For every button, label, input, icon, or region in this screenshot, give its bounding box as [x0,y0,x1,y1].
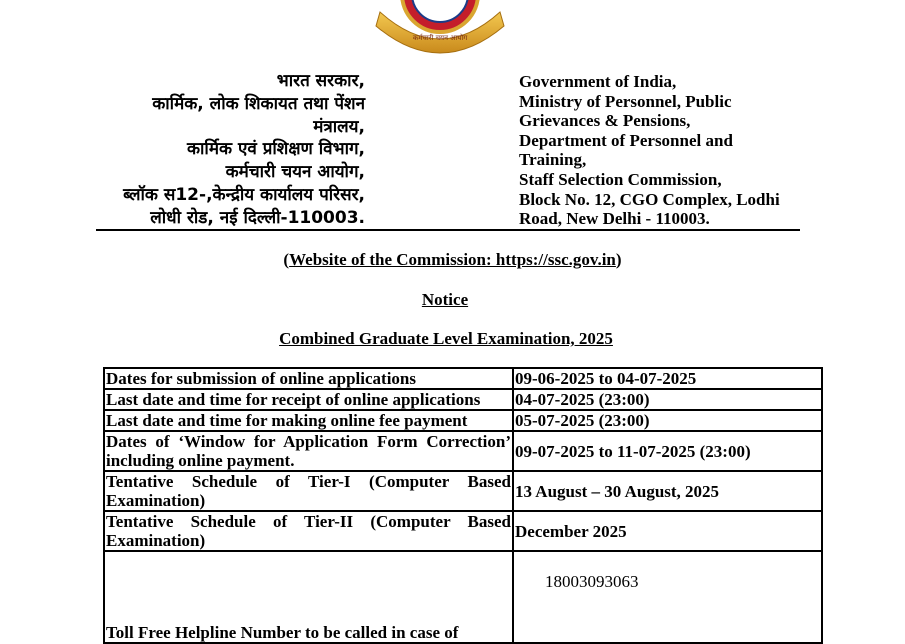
english-line: Block No. 12, CGO Complex, Lodhi [519,189,780,209]
schedule-label: Tentative Schedule of Tier-II (Computer Based Examination) [106,512,511,550]
table-row [104,389,822,410]
english-line: Ministry of Personnel, Public [519,91,732,111]
hindi-line: भारत सरकार, [276,71,365,91]
hindi-line: लोधी रोड, नई दिल्ली-110003. [150,207,365,228]
helpline-label: Toll Free Helpline Number to be called in case of [106,623,459,642]
exam-title: Combined Graduate Level Examination, 2025 [279,329,613,348]
schedule-label: Dates of ‘Window for Application Form Correction’ including online payment. [106,432,511,470]
svg-text:कर्मचारी चयन आयोग: कर्मचारी चयन आयोग [412,34,468,42]
english-address-block [519,72,809,229]
website-close-paren: ) [615,250,622,269]
table-row [104,410,822,431]
hindi-line: ब्लॉक स12-,केन्द्रीय कार्यालय परिसर, [123,184,365,205]
schedule-value: 05-07-2025 (23:00) [513,410,822,431]
website-line [0,250,905,270]
english-line: Training, [519,150,587,170]
table-row [104,368,822,389]
hindi-address-block [65,70,365,230]
schedule-value: 13 August – 30 August, 2025 [513,471,822,511]
schedule-value: 09-07-2025 to 11-07-2025 (23:00) [513,431,822,471]
english-line: Government of India, [519,72,677,91]
schedule-label: Last date and time for making online fee payment [104,410,513,431]
hindi-line: कर्मचारी चयन आयोग, [225,162,365,183]
schedule-label: Last date and time for receipt of online applications [104,389,513,410]
website-open-paren: ( [283,250,290,269]
ssc-emblem-logo [372,0,508,54]
header-divider [96,229,800,231]
table-row [104,471,822,511]
helpline-number: 18003093063 [545,572,639,591]
schedule-label [104,551,513,643]
english-line: Staff Selection Commission, [519,169,722,189]
table-row [104,551,822,643]
english-line: Department of Personnel and [519,130,733,150]
table-row [104,431,822,471]
schedule-value: December 2025 [513,511,822,551]
notice-title: Notice [421,290,469,309]
english-line: Grievances & Pensions, [519,111,691,131]
schedule-label: Tentative Schedule of Tier-I (Computer Based Examination) [106,472,511,510]
hindi-line: मंत्रालय, [313,116,365,137]
table-row [104,511,822,551]
schedule-table [103,367,823,644]
website-link[interactable]: Website of the Commission: https://ssc.gov.in [289,250,616,269]
hindi-line: कार्मिक एवं प्रशिक्षण विभाग, [186,139,365,160]
english-line: Road, New Delhi - 110003. [519,209,710,229]
schedule-value: 09-06-2025 to 04-07-2025 [513,368,822,389]
schedule-value [513,551,822,643]
hindi-line: कार्मिक, लोक शिकायत तथा पेंशन [152,93,365,114]
schedule-value: 04-07-2025 (23:00) [513,389,822,410]
schedule-label: Dates for submission of online applications [104,368,513,389]
